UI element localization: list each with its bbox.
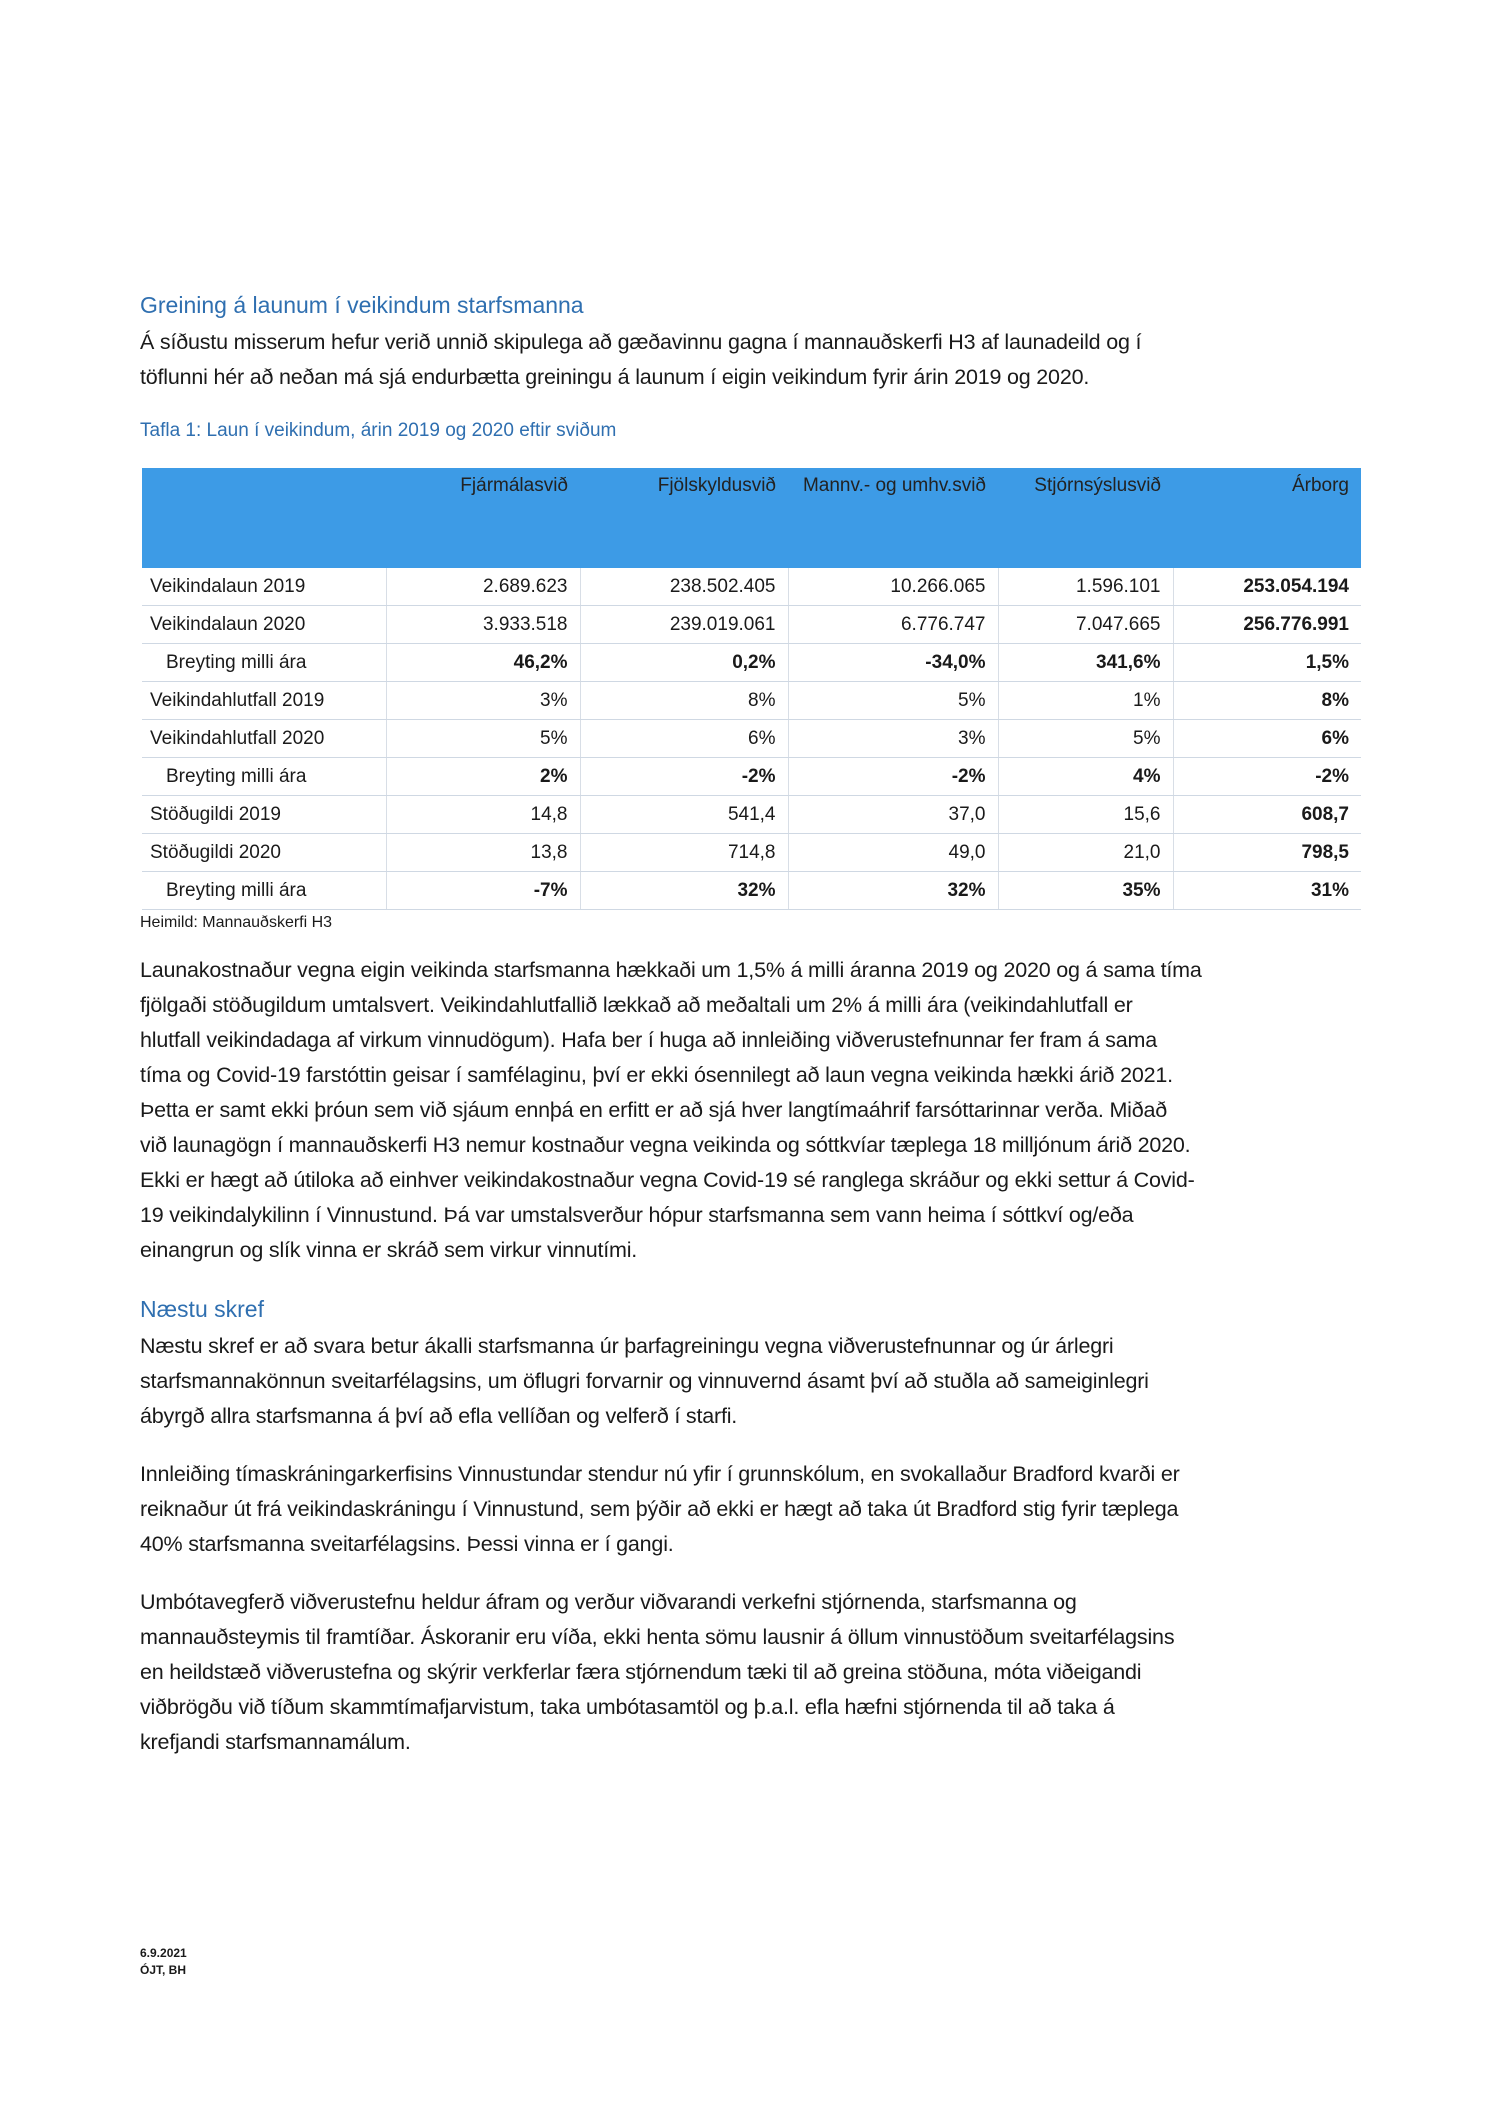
table-row — [142, 872, 1361, 910]
text-line: hlutfall veikindadaga af virkum vinnudögum). Hafa ber í huga að innleiðing viðverustefnunnar fer fram á sama — [140, 1028, 1157, 1052]
table-cell: 32% — [788, 872, 998, 910]
table-cell: 5% — [788, 682, 998, 720]
row-label: Veikindalaun 2020 — [142, 606, 386, 644]
row-label: Veikindahlutfall 2019 — [142, 682, 386, 720]
text-line: Umbótavegferð viðverustefnu heldur áfram og verður viðvarandi verkefni stjórnenda, starfsmanna og — [140, 1590, 1077, 1614]
table-source: Heimild: Mannauðskerfi H3 — [140, 914, 333, 931]
row-label: Breyting milli ára — [142, 872, 386, 910]
table-cell: 21,0 — [998, 834, 1173, 872]
text-line: einangrun og slík vinna er skráð sem virkur vinnutími. — [140, 1238, 638, 1262]
column-header: Mannv.- og umhv.svið — [788, 468, 998, 568]
table-cell: -2% — [788, 758, 998, 796]
table-cell: 1% — [998, 682, 1173, 720]
table-row — [142, 758, 1361, 796]
text-line: tíma og Covid-19 farstóttin geisar í samfélaginu, því er ekki ósennilegt að laun vegna veikinda hækki árið 2021. — [140, 1063, 1173, 1087]
text-line: viðbrögðu við tíðum skammtímafjarvistum, taka umbótasamtöl og þ.a.l. efla hæfni stjórnenda til að taka á — [140, 1695, 1115, 1719]
column-header: Fjölskyldusvið — [580, 468, 788, 568]
table-cell: 5% — [998, 720, 1173, 758]
row-label: Veikindalaun 2019 — [142, 568, 386, 606]
table-cell: 341,6% — [998, 644, 1173, 682]
text-line: reiknaður út frá veikindaskráningu í Vinnustund, sem þýðir að ekki er hægt að taka út Bradford stig fyrir tæplega — [140, 1497, 1179, 1521]
table-cell: 46,2% — [386, 644, 580, 682]
table-cell: 714,8 — [580, 834, 788, 872]
table-cell: 0,2% — [580, 644, 788, 682]
table-cell: -34,0% — [788, 644, 998, 682]
table-cell: -2% — [1173, 758, 1361, 796]
row-label: Stöðugildi 2019 — [142, 796, 386, 834]
text-line: mannauðsteymis til framtíðar. Áskoranir eru víða, ekki henta sömu lausnir á öllum vinnustöðum sveitarfélagsins — [140, 1625, 1175, 1649]
column-header — [142, 468, 386, 568]
table-cell: 14,8 — [386, 796, 580, 834]
text-line: en heildstæð viðverustefna og skýrir verkferlar færa stjórnendum tæki til að greina stöðuna, móta viðeigandi — [140, 1660, 1142, 1684]
table-row — [142, 606, 1361, 644]
table-cell: 2.689.623 — [386, 568, 580, 606]
table-caption: Tafla 1: Laun í veikindum, árin 2019 og 2020 eftir sviðum — [140, 420, 617, 441]
table-cell: 798,5 — [1173, 834, 1361, 872]
table-cell: 541,4 — [580, 796, 788, 834]
table-cell: 35% — [998, 872, 1173, 910]
table-row — [142, 834, 1361, 872]
table-cell: 608,7 — [1173, 796, 1361, 834]
table-cell: 239.019.061 — [580, 606, 788, 644]
text-line: krefjandi starfsmannamálum. — [140, 1730, 411, 1754]
table-row — [142, 568, 1361, 606]
table-cell: -7% — [386, 872, 580, 910]
text-line: Launakostnaður vegna eigin veikinda starfsmanna hækkaði um 1,5% á milli áranna 2019 og 2020 og á sama tíma — [140, 958, 1202, 982]
footer-date: 6.9.2021 — [140, 1946, 187, 1960]
table-cell: -2% — [580, 758, 788, 796]
footer — [140, 1945, 187, 1979]
table-cell: 5% — [386, 720, 580, 758]
table-cell: 10.266.065 — [788, 568, 998, 606]
table-cell: 15,6 — [998, 796, 1173, 834]
column-header: Árborg — [1173, 468, 1361, 568]
table-cell: 13,8 — [386, 834, 580, 872]
text-line: töflunni hér að neðan má sjá endurbætta greiningu á launum í eigin veikindum fyrir árin 2019 og 2020. — [140, 365, 1090, 389]
table-cell: 3% — [386, 682, 580, 720]
table-cell: 4% — [998, 758, 1173, 796]
table-cell: 238.502.405 — [580, 568, 788, 606]
text-line: ábyrgð allra starfsmanna á því að efla vellíðan og velferð í starfi. — [140, 1404, 738, 1428]
footer-authors: ÓJT, BH — [140, 1963, 187, 1977]
table-cell: 1.596.101 — [998, 568, 1173, 606]
column-header: Fjármálasvið — [386, 468, 580, 568]
table-cell: 8% — [1173, 682, 1361, 720]
table-cell: 3% — [788, 720, 998, 758]
table-cell: 253.054.194 — [1173, 568, 1361, 606]
table-cell: 256.776.991 — [1173, 606, 1361, 644]
text-line: starfsmannakönnun sveitarfélagsins, um öflugri forvarnir og vinnuvernd ásamt því að stuðla að sameiginlegri — [140, 1369, 1149, 1393]
text-line: fjölgaði stöðugildum umtalsvert. Veikindahlutfallið lækkað að meðaltali um 2% á milli ára (veikindahlutfall er — [140, 993, 1133, 1017]
table-cell: 7.047.665 — [998, 606, 1173, 644]
text-line: Næstu skref er að svara betur ákalli starfsmanna úr þarfagreiningu vegna viðverustefnunnar og úr árlegri — [140, 1334, 1114, 1358]
text-line: við launagögn í mannauðskerfi H3 nemur kostnaður vegna veikinda og sóttkvíar tæplega 18 milljónum árið 2020. — [140, 1133, 1191, 1157]
text-line: Ekki er hægt að útiloka að einhver veikindakostnaður vegna Covid-19 sé ranglega skráður og ekki settur á Covid- — [140, 1168, 1195, 1192]
table-row — [142, 796, 1361, 834]
table-cell: 6% — [580, 720, 788, 758]
sick-pay-table — [142, 468, 1361, 910]
section-heading: Greining á launum í veikindum starfsmanna — [140, 292, 584, 318]
table-row — [142, 682, 1361, 720]
text-line: Þetta er samt ekki þróun sem við sjáum ennþá en erfitt er að sjá hver langtímaáhrif farsóttarinnar verða. Miðað — [140, 1098, 1168, 1122]
table-cell: 6% — [1173, 720, 1361, 758]
table-cell: 3.933.518 — [386, 606, 580, 644]
column-header: Stjórnsýslusvið — [998, 468, 1173, 568]
table-cell: 1,5% — [1173, 644, 1361, 682]
table-cell: 32% — [580, 872, 788, 910]
table-cell: 49,0 — [788, 834, 998, 872]
table-row — [142, 720, 1361, 758]
text-line: Á síðustu misserum hefur verið unnið skipulega að gæðavinnu gagna í mannauðskerfi H3 af launadeild og í — [140, 330, 1142, 354]
section-heading-next-steps: Næstu skref — [140, 1296, 264, 1322]
table-cell: 8% — [580, 682, 788, 720]
text-line: 19 veikindalykilinn í Vinnustund. Þá var umstalsverður hópur starfsmanna sem vann heima í sóttkví og/eða — [140, 1203, 1134, 1227]
table-cell: 6.776.747 — [788, 606, 998, 644]
table-cell: 31% — [1173, 872, 1361, 910]
table-header-row — [142, 468, 1361, 568]
table-cell: 2% — [386, 758, 580, 796]
row-label: Breyting milli ára — [142, 758, 386, 796]
text-line: 40% starfsmanna sveitarfélagsins. Þessi vinna er í gangi. — [140, 1532, 674, 1556]
table-cell: 37,0 — [788, 796, 998, 834]
table-row — [142, 644, 1361, 682]
row-label: Veikindahlutfall 2020 — [142, 720, 386, 758]
text-line: Innleiðing tímaskráningarkerfisins Vinnustundar stendur nú yfir í grunnskólum, en svokallaður Bradford kvarði er — [140, 1462, 1180, 1486]
row-label: Breyting milli ára — [142, 644, 386, 682]
row-label: Stöðugildi 2020 — [142, 834, 386, 872]
